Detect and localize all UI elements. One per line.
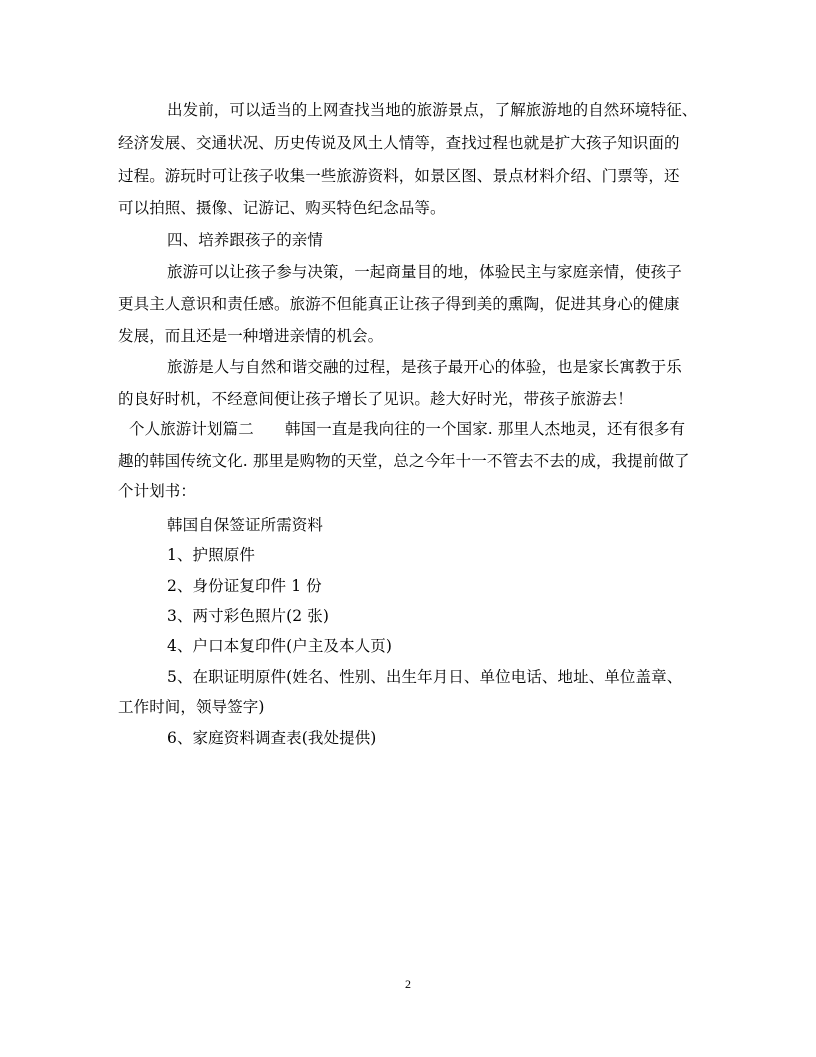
list-item: 1、护照原件 <box>167 546 255 564</box>
list-item-continuation: 工作时间，领导签字) <box>118 698 265 716</box>
list-item: 4、户口本复印件(户主及本人页) <box>167 637 393 655</box>
text-line: 趣的韩国传统文化. 那里是购物的天堂，总之今年十一不管去不去的成，我提前做了 <box>118 452 690 470</box>
list-item: 5、在职证明原件(姓名、性别、出生年月日、单位电话、地址、单位盖章、 <box>167 668 683 686</box>
text-line: 更具主人意识和责任感。旅游不但能真正让孩子得到美的熏陶，促进其身心的健康 <box>118 295 680 313</box>
text-line: 个计划书： <box>118 482 197 500</box>
list-item: 2、身份证复印件 1 份 <box>167 577 322 595</box>
page-number: 2 <box>405 977 411 991</box>
list-item: 6、家庭资料调查表(我处提供) <box>167 729 377 747</box>
text-line: 旅游是人与自然和谐交融的过程，是孩子最开心的体验，也是家长寓教于乐 <box>167 358 682 376</box>
text-line: 可以拍照、摄像、记游记、购买特色纪念品等。 <box>118 199 446 217</box>
section-heading: 四、培养跟孩子的亲情 <box>167 231 324 249</box>
list-heading: 韩国自保签证所需资料 <box>167 516 324 534</box>
text-line: 旅游可以让孩子参与决策，一起商量目的地，体验民主与家庭亲情，使孩子 <box>167 263 682 281</box>
text-line: 的良好时机，不经意间便让孩子增长了见识。趁大好时光，带孩子旅游去！ <box>118 390 633 408</box>
list-item: 3、两寸彩色照片(2 张) <box>167 607 330 625</box>
text-line: 出发前，可以适当的上网查找当地的旅游景点，了解旅游地的自然环境特征、 <box>167 101 698 119</box>
text-line: 过程。游玩时可让孩子收集一些旅游资料，如景区图、景点材料介绍、门票等，还 <box>118 167 680 185</box>
text-line: 经济发展、交通状况、历史传说及风土人情等，查找过程也就是扩大孩子知识面的 <box>118 134 680 152</box>
text-line: 发展，而且还是一种增进亲情的机会。 <box>118 327 384 345</box>
text-line: 个人旅游计划篇二 韩国一直是我向往的一个国家. 那里人杰地灵，还有很多有 <box>129 420 686 438</box>
